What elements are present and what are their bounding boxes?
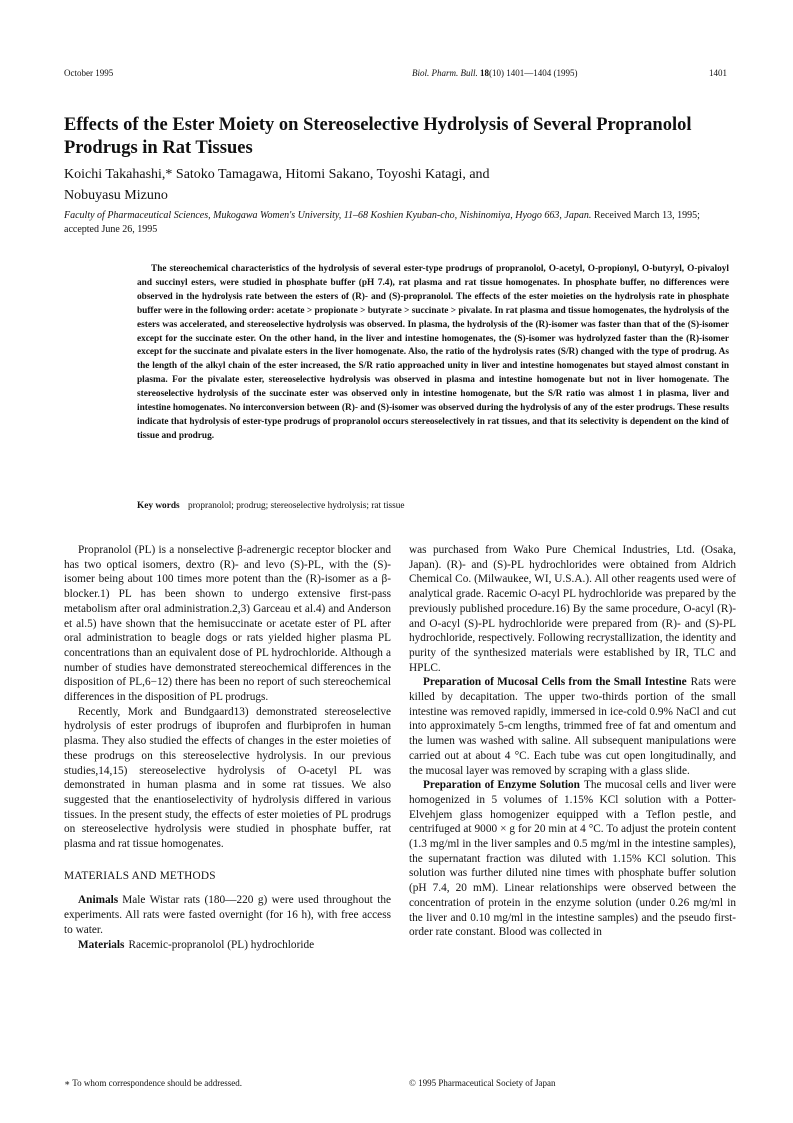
subsection-heading: Materials [78, 938, 125, 951]
enzyme-paragraph [409, 778, 736, 940]
section-heading: MATERIALS AND METHODS [64, 869, 216, 882]
copyright-notice: © 1995 Pharmaceutical Society of Japan [409, 1078, 556, 1088]
subsection-heading: Preparation of Enzyme Solution [423, 779, 580, 792]
right-column [409, 543, 736, 940]
intro-paragraph: Propranolol (PL) is a nonselective β-adrenergic receptor blocker and has two optical isomers, dextro (R)- and levo (S)-PL, with the (S)-isomer being about 100 times more potent than the (R)-isomer as a β-blocker.1) PL has been shown to undergo extensive first-pass metabolism after oral administration.2,3) Garceau et al.4) and Anderson et al.5) have shown that the hemisuccinate or acetate ester of PL after oral administration to beagle dogs or rats yielded higher plasma PL concentrations than an equivalent dose of PL hydrochloride. Although a number of studies have demonstrated stereochemical differences in the disposition of PL,6−12) there has been no report of such stereochemical differences in the disposition of PL prodrugs. [64, 544, 391, 704]
paragraph-text: Male Wistar rats (180—220 g) were used throughout the experiments. All rats were fasted overnight (for 16 h), with free access to water. [64, 894, 391, 936]
affiliation: Faculty of Pharmaceutical Sciences, Mukogawa Women's University, 11–68 Koshien Kyuban-cho, Nishinomiya, Hyogo 663, Japan. [64, 210, 592, 221]
affiliation-block [64, 209, 730, 237]
author-line: Koichi Takahashi,* Satoko Tamagawa, Hitomi Sakano, Toyoshi Katagi, and [64, 167, 490, 182]
subsection-heading: Preparation of Mucosal Cells from the Small Intestine [423, 676, 687, 689]
journal-issue: (10) [489, 68, 504, 78]
journal-volume: 18 [480, 68, 489, 78]
keywords-label: Key words [137, 501, 180, 511]
header-citation [412, 68, 578, 78]
received-dates: Received March 13, 1995; accepted June 26, 1995 [64, 210, 700, 235]
subsection-heading: Animals [78, 894, 119, 907]
left-column [64, 543, 391, 952]
author-line: Nobuyasu Mizuno [64, 188, 168, 203]
journal-name: Biol. Pharm. Bull. [412, 68, 478, 78]
correspondence-footnote: ∗ To whom correspondence should be addressed. [64, 1078, 243, 1088]
paragraph-text: The mucosal cells and liver were homogenized in 5 volumes of 1.15% KCl solution with a Potter-Elvehjem glass homogenizer equipped with a Teflon pestle, and centrifuged at 9000 × g for 20 min at 4 °C. To adjust the protein content (1.3 mg/ml in the liver samples and 0.5 mg/ml in the intestine samples), the supernatant fraction was diluted with 1.15% KCl solution. This solution was further diluted nine times with phosphate buffer solution (pH 7.4, 20 mM). Linear relationships were observed between the concentration of protein in the enzyme solution (under 0.26 mg/ml in the liver and 0.10 mg/ml in the intestine samples) and the pseudo first-order rate constant. Blood was collected in [409, 779, 736, 939]
animals-paragraph [64, 893, 391, 937]
article-title: Effects of the Ester Moiety on Stereoselective Hydrolysis of Several Propranolol Prodrugs in Rat Tissues [64, 115, 692, 158]
materials-continued: was purchased from Wako Pure Chemical Industries, Ltd. (Osaka, Japan). (R)- and (S)-PL hydrochlorides were obtained from Aldrich Chemical Co. (Milwaukee, WI, U.S.A.). All other reagents used were of analytical grade. Racemic O-acyl PL hydrochloride was prepared by the previously published procedure.16) By the same procedure, O-acyl (R)- and O-acyl (S)-PL hydrochloride were prepared from (R)- and (S)-PL hydrochloride, respectively. Following recrystallization, the identity and purity of the synthesized materials were established by IR, TLC and HPLC. [409, 544, 736, 674]
page-number: 1401 [709, 68, 727, 78]
abstract: The stereochemical characteristics of the hydrolysis of several ester-type prodrugs of propranolol, O-acetyl, O-propionyl, O-butyryl, O-pivaloyl and succinyl esters, were studied in phosphate buffer (pH 7.4), rat plasma and rat tissue homogenates. In phosphate buffer, no differences were observed in the hydrolysis rate between the esters of (R)- and (S)-propranolol. The effects of the ester moieties on the hydrolysis rate in phosphate buffer were in the following order: acetate > propionate > butyrate > succinate > pivalate. In rat plasma and tissue homogenates, the hydrolysis of the esters was accelerated, and stereoselective hydrolysis was observed. In plasma, the hydrolysis of the (R)-isomer was faster than that of the (S)-isomer except for the succinate ester. On the other hand, in the liver and intestine homogenates, the (S)-isomer was hydrolyzed faster than the (R)-isomer except for the succinate and pivalate esters in the liver homogenate. Also, the ratio of the hydrolysis rates (S/R) changed with the type of prodrug. As the length of the alkyl chain of the ester increased, the S/R ratio approached unity in liver and intestine homogenates but stayed almost constant in plasma. For the pivalate ester, stereoselective hydrolysis was observed in plasma and intestine homogenate but not in liver homogenate. The stereoselective hydrolysis of the succinate ester was observed only in intestine homogenate, but the S/R ratio was almost 1 in plasma, liver and intestine homogenates. No interconversion between (R)- and (S)-isomer was observed during the hydrolysis of any of the ester prodrugs. These results indicate that hydrolysis of ester-type prodrugs of propranolol occurs stereoselectively in rat tissues, and that its selectivity is dependent on the kind of tissue and prodrug. [137, 264, 729, 441]
intro-paragraph: Recently, Mork and Bundgaard13) demonstrated stereoselective hydrolysis of ester prodrugs of ibuprofen and flurbiprofen in human plasma. They also studied the effects of changes in the ester moieties of these prodrugs on this stereoselective hydrolysis. In our previous studies,14,15) stereoselective hydrolysis of O-acetyl PL was demonstrated in human plasma and in some rat tissues. We also suggested that the enantioselectivity of hydrolysis differed in various tissues. In the present study, the effects of ester moieties of PL prodrugs on stereoselective hydrolysis were studied in phosphate buffer, rat plasma and rat tissue homogenates. [64, 705, 391, 851]
author-list [64, 164, 724, 206]
mucosal-paragraph [409, 675, 736, 778]
journal-pages: 1401—1404 (1995) [506, 68, 578, 78]
materials-paragraph [64, 938, 391, 953]
paragraph-text: Rats were killed by decapitation. The upper two-thirds portion of the small intestine was removed rapidly, immersed in ice-cold 0.9% NaCl and cut into approximately 5-cm lengths, trimmed free of fat and omentum and the lumen was washed with saline. All subsequent manipulations were carried out at about 4 °C. Each tube was cut open longitudinally, and the mucosal layer was removed by scraping with a glass slide. [409, 676, 737, 777]
keywords-text: propranolol; prodrug; stereoselective hydrolysis; rat tissue [187, 501, 405, 511]
header-date: October 1995 [64, 68, 114, 78]
paragraph-text: Racemic-propranolol (PL) hydrochloride [128, 938, 315, 951]
keywords [137, 501, 729, 511]
